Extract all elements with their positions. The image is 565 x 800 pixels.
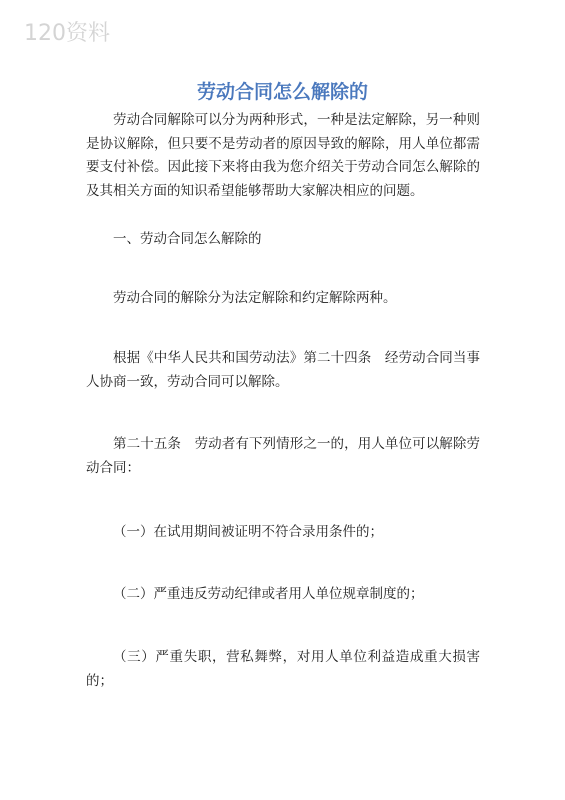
list-item: （一）在试用期间被证明不符合录用条件的； [113, 524, 383, 540]
article-24-paragraph: 根据《中华人民共和国劳动法》第二十四条 经劳动合同当事人协商一致，劳动合同可以解除。 [86, 350, 480, 390]
intro-paragraph: 劳动合同解除可以分为两种形式，一种是法定解除，另一种则是协议解除，但只要不是劳动者的原因导致的解除，用人单位都需要支付补偿。因此接下来将由我为您介绍关于劳动合同怎么解除的及其相关方面的知识希望能够帮助大家解决相应的问题。 [86, 112, 480, 199]
section-heading: 一、劳动合同怎么解除的 [113, 231, 262, 247]
body-paragraph: 劳动合同的解除分为法定解除和约定解除两种。 [113, 290, 397, 306]
list-item: （二）严重违反劳动纪律或者用人单位规章制度的； [113, 586, 424, 602]
document-title: 劳动合同怎么解除的 [196, 81, 368, 103]
article-25-paragraph: 第二十五条 劳动者有下列情形之一的，用人单位可以解除劳动合同： [86, 436, 480, 476]
list-item: （三）严重失职，营私舞弊，对用人单位利益造成重大损害的； [86, 649, 480, 689]
watermark-logo: 120资料 [24, 21, 110, 46]
